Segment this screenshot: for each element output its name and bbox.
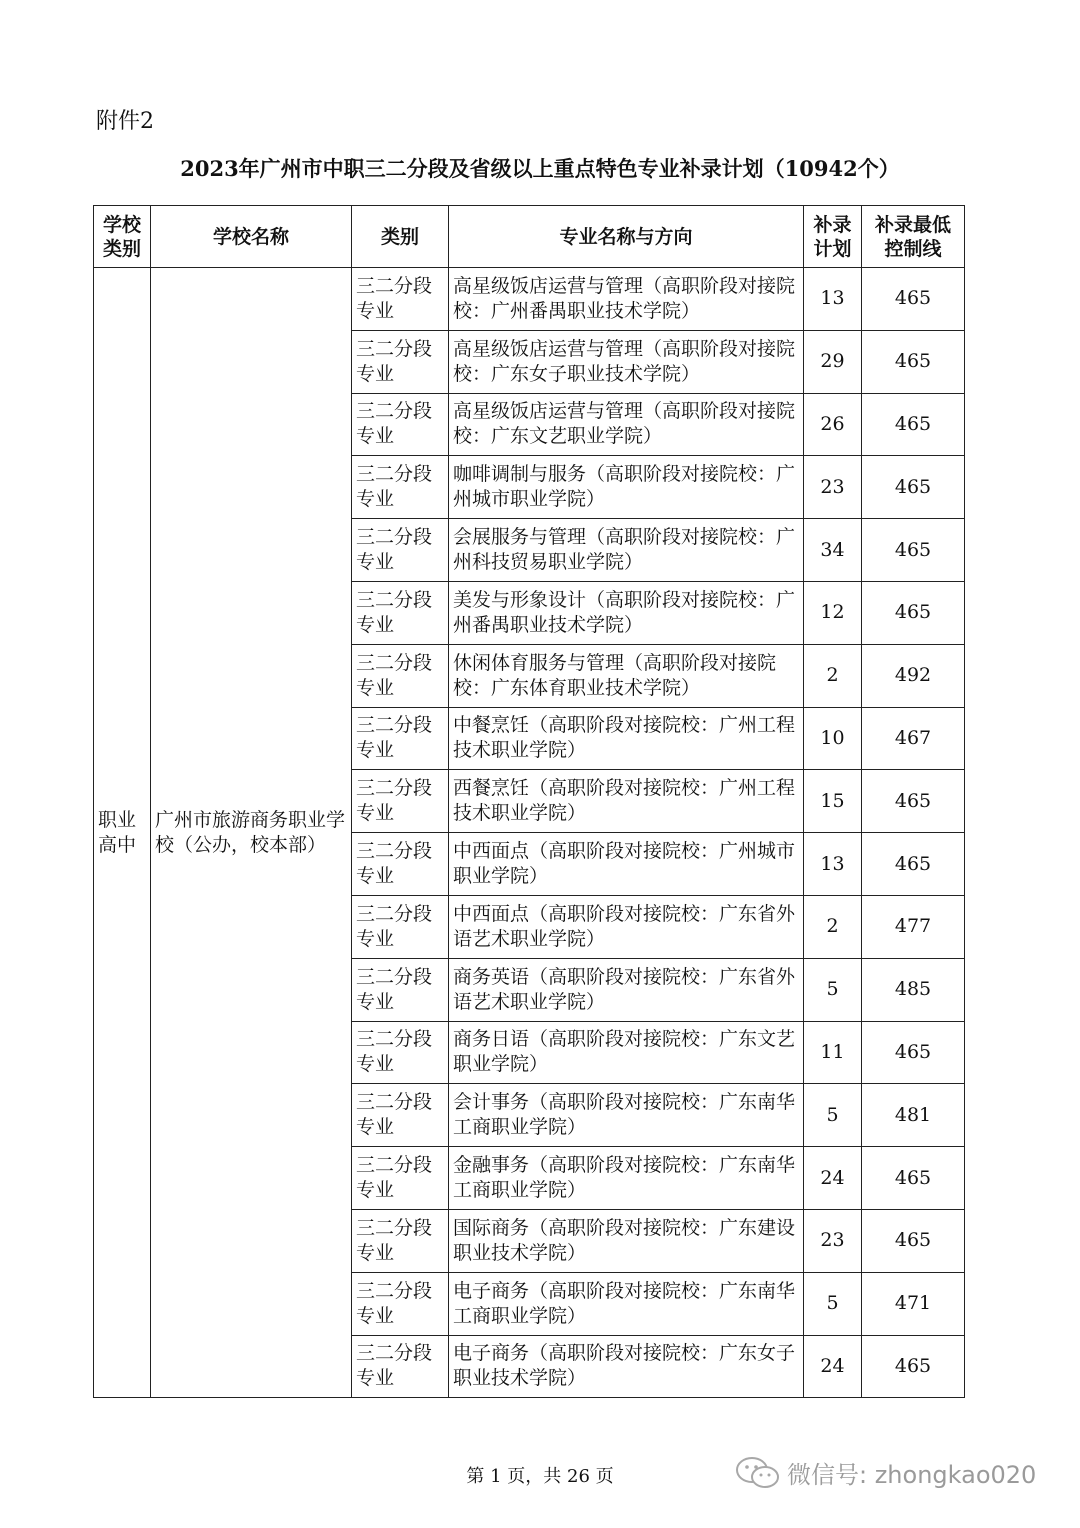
cell-major: 会计事务（高职阶段对接院校：广东南华工商职业学院） (449, 1084, 804, 1147)
cell-major: 中西面点（高职阶段对接院校：广东省外语艺术职业学院） (449, 895, 804, 958)
cell-type: 三二分段专业 (352, 895, 449, 958)
cell-plan: 23 (804, 1209, 862, 1272)
cell-major: 休闲体育服务与管理（高职阶段对接院校：广东体育职业技术学院） (449, 644, 804, 707)
cell-major: 美发与形象设计（高职阶段对接院校：广州番禺职业技术学院） (449, 581, 804, 644)
cell-plan: 24 (804, 1147, 862, 1210)
cell-type: 三二分段专业 (352, 958, 449, 1021)
watermark-text: 微信号: zhongkao020 (787, 1461, 1037, 1489)
cell-major: 中西面点（高职阶段对接院校：广州城市职业学院） (449, 833, 804, 896)
cell-type: 三二分段专业 (352, 330, 449, 393)
cell-type: 三二分段专业 (352, 1209, 449, 1272)
wechat-icon (735, 1456, 781, 1490)
cell-type: 三二分段专业 (352, 770, 449, 833)
cell-major: 商务日语（高职阶段对接院校：广东文艺职业学院） (449, 1021, 804, 1084)
cell-min-score: 465 (862, 1335, 965, 1398)
header-school-category: 学校类别 (94, 206, 151, 268)
cell-type: 三二分段专业 (352, 1147, 449, 1210)
cell-plan: 26 (804, 393, 862, 456)
cell-major: 国际商务（高职阶段对接院校：广东建设职业技术学院） (449, 1209, 804, 1272)
cell-major: 高星级饭店运营与管理（高职阶段对接院校：广东女子职业技术学院） (449, 330, 804, 393)
cell-plan: 23 (804, 456, 862, 519)
cell-type: 三二分段专业 (352, 1021, 449, 1084)
plan-table (93, 205, 965, 1398)
cell-min-score: 477 (862, 895, 965, 958)
cell-min-score: 465 (862, 1209, 965, 1272)
cell-min-score: 465 (862, 833, 965, 896)
cell-plan: 15 (804, 770, 862, 833)
cell-major: 高星级饭店运营与管理（高职阶段对接院校：广州番禺职业技术学院） (449, 268, 804, 331)
cell-major: 金融事务（高职阶段对接院校：广东南华工商职业学院） (449, 1147, 804, 1210)
cell-plan: 34 (804, 519, 862, 582)
cell-min-score: 465 (862, 330, 965, 393)
cell-major: 西餐烹饪（高职阶段对接院校：广州工程技术职业学院） (449, 770, 804, 833)
cell-type: 三二分段专业 (352, 1084, 449, 1147)
cell-major: 电子商务（高职阶段对接院校：广东女子职业技术学院） (449, 1335, 804, 1398)
cell-type: 三二分段专业 (352, 581, 449, 644)
cell-school-category: 职业高中 (94, 268, 151, 1398)
cell-type: 三二分段专业 (352, 644, 449, 707)
page-title: 2023年广州市中职三二分段及省级以上重点特色专业补录计划（10942个） (180, 156, 900, 181)
cell-type: 三二分段专业 (352, 456, 449, 519)
header-min-score: 补录最低控制线 (862, 206, 965, 268)
cell-plan: 2 (804, 895, 862, 958)
cell-type: 三二分段专业 (352, 268, 449, 331)
header-plan: 补录计划 (804, 206, 862, 268)
cell-major: 会展服务与管理（高职阶段对接院校：广州科技贸易职业学院） (449, 519, 804, 582)
cell-type: 三二分段专业 (352, 519, 449, 582)
cell-min-score: 481 (862, 1084, 965, 1147)
cell-plan: 13 (804, 833, 862, 896)
cell-school-name: 广州市旅游商务职业学校（公办，校本部） (151, 268, 352, 1398)
cell-major: 商务英语（高职阶段对接院校：广东省外语艺术职业学院） (449, 958, 804, 1021)
cell-plan: 13 (804, 268, 862, 331)
cell-plan: 5 (804, 1084, 862, 1147)
cell-major: 电子商务（高职阶段对接院校：广东南华工商职业学院） (449, 1272, 804, 1335)
cell-min-score: 465 (862, 268, 965, 331)
cell-plan: 5 (804, 958, 862, 1021)
cell-min-score: 492 (862, 644, 965, 707)
cell-major: 高星级饭店运营与管理（高职阶段对接院校：广东文艺职业学院） (449, 393, 804, 456)
header-school-name: 学校名称 (151, 206, 352, 268)
cell-min-score: 465 (862, 581, 965, 644)
cell-plan: 12 (804, 581, 862, 644)
cell-plan: 5 (804, 1272, 862, 1335)
cell-min-score: 465 (862, 456, 965, 519)
cell-min-score: 471 (862, 1272, 965, 1335)
cell-type: 三二分段专业 (352, 393, 449, 456)
table-row (94, 268, 965, 331)
table-header-row (94, 206, 965, 268)
cell-type: 三二分段专业 (352, 1272, 449, 1335)
cell-major: 咖啡调制与服务（高职阶段对接院校：广州城市职业学院） (449, 456, 804, 519)
cell-min-score: 465 (862, 770, 965, 833)
cell-min-score: 465 (862, 1147, 965, 1210)
attachment-label: 附件2 (96, 109, 154, 134)
watermark (735, 1455, 1036, 1490)
cell-min-score: 485 (862, 958, 965, 1021)
cell-min-score: 465 (862, 1021, 965, 1084)
cell-plan: 24 (804, 1335, 862, 1398)
header-type: 类别 (352, 206, 449, 268)
cell-plan: 10 (804, 707, 862, 770)
cell-plan: 2 (804, 644, 862, 707)
cell-min-score: 465 (862, 519, 965, 582)
cell-type: 三二分段专业 (352, 833, 449, 896)
cell-min-score: 467 (862, 707, 965, 770)
cell-min-score: 465 (862, 393, 965, 456)
cell-plan: 29 (804, 330, 862, 393)
cell-plan: 11 (804, 1021, 862, 1084)
cell-type: 三二分段专业 (352, 1335, 449, 1398)
cell-type: 三二分段专业 (352, 707, 449, 770)
header-major: 专业名称与方向 (449, 206, 804, 268)
cell-major: 中餐烹饪（高职阶段对接院校：广州工程技术职业学院） (449, 707, 804, 770)
page-footer: 第 1 页，共 26 页 (466, 1466, 614, 1487)
